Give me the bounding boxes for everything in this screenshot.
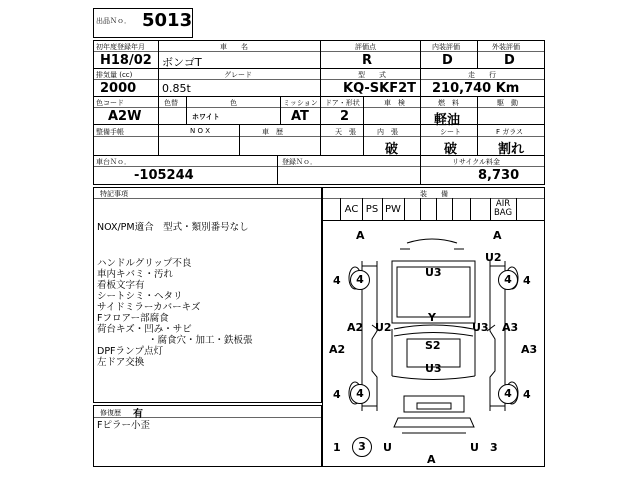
mark-a3-right: A3 xyxy=(502,321,519,334)
mark-u3-top: U3 xyxy=(425,266,442,279)
label-exterior-score: 外装評価 xyxy=(492,43,520,51)
remark-line: 車内キバミ・汚れ xyxy=(97,269,174,280)
mark-y: Y xyxy=(428,311,436,324)
value-repair: 有 xyxy=(133,409,143,420)
mark-a2-left: A2 xyxy=(347,321,364,334)
remark-line: Fフロアー部腐食 xyxy=(97,313,169,324)
label-registration: 登録Ｎｏ． xyxy=(282,158,317,166)
value-color-code: A2W xyxy=(108,109,142,124)
value-recycle: 8,730 xyxy=(478,168,520,183)
label-chassis: 車台Ｎｏ． xyxy=(96,158,131,166)
label-year: 初年度登録年月 xyxy=(96,43,145,51)
label-sunroof: 天 張 xyxy=(335,128,356,136)
mark-a3-right2: A3 xyxy=(521,343,538,356)
repair-box xyxy=(93,405,322,467)
mark-3-right: 3 xyxy=(490,441,498,454)
label-color: 色 xyxy=(230,99,237,107)
value-score: R xyxy=(362,53,373,68)
remark-line: ・腐食穴・加工・鉄板張 xyxy=(148,335,253,346)
value-year: H18/02 xyxy=(100,53,152,68)
value-chassis: -105244 xyxy=(134,168,194,183)
label-maintenance: 整備手帳 xyxy=(96,128,124,136)
value-fuel: 軽油 xyxy=(434,113,461,128)
value-color: ホワイト xyxy=(192,113,220,121)
label-doors: ドア・形状 xyxy=(325,99,360,107)
lot-number: 5013 xyxy=(142,10,193,31)
value-seat: 破 xyxy=(444,142,458,157)
mark-4: 4 xyxy=(523,388,531,401)
mark-u-left: U xyxy=(383,441,392,454)
lot-label: 出品Ｎｏ． xyxy=(96,17,131,25)
mark-a-top: A xyxy=(356,229,365,242)
value-interior-score: D xyxy=(442,53,453,68)
repair-note: Fピラー小歪 xyxy=(97,420,150,431)
label-inspection: 車 検 xyxy=(384,99,405,107)
equip-ac: AC xyxy=(344,204,359,215)
value-car-name: ボンゴT xyxy=(162,56,202,69)
value-transmission: AT xyxy=(291,109,309,124)
mark-u3-bottom: U3 xyxy=(425,362,442,375)
remark-line: 荷台キズ・凹み・サビ xyxy=(97,324,192,335)
remark-line: DPFランプ点灯 xyxy=(97,346,164,357)
label-color-type: 色替 xyxy=(164,99,178,107)
mark-u2-top: U2 xyxy=(485,251,502,264)
value-doors: 2 xyxy=(340,109,350,124)
equip-ps: PS xyxy=(365,204,379,215)
mark-1: 1 xyxy=(333,441,341,454)
label-car-name: 車 名 xyxy=(220,43,248,51)
mark-4: 4 xyxy=(333,388,341,401)
remark-line: シートシミ・ヘタリ xyxy=(97,291,183,302)
label-displacement: 排気量 (cc) xyxy=(96,71,133,79)
remark-line: 看板文字有 xyxy=(97,280,145,291)
label-fuel: 燃 料 xyxy=(438,99,459,107)
value-exterior-score: D xyxy=(504,53,515,68)
label-drive: 駆 動 xyxy=(497,99,518,107)
value-displacement: 2000 xyxy=(100,81,137,96)
value-glass: 割れ xyxy=(498,142,525,157)
label-interior: 内 張 xyxy=(377,128,398,136)
label-color-code: 色コード xyxy=(96,99,124,107)
mark-4: 4 xyxy=(350,384,370,404)
label-equipment: 装 備 xyxy=(420,190,448,198)
mark-4: 4 xyxy=(523,274,531,287)
mark-a2-left2: A2 xyxy=(329,343,346,356)
mark-u3-right: U3 xyxy=(472,321,489,334)
label-mileage: 走 行 xyxy=(468,71,496,79)
label-glass: F ガラス xyxy=(496,128,524,136)
value-grade: 0.85t xyxy=(162,82,191,95)
value-interior: 破 xyxy=(385,142,399,157)
value-mileage: 210,740 Km xyxy=(432,81,520,96)
mark-3: 3 xyxy=(352,437,372,457)
label-recycle: リサイクル料金 xyxy=(452,158,501,166)
remark-line: ハンドルグリップ不良 xyxy=(97,258,192,269)
equip-airbag: AIR BAG xyxy=(493,199,513,218)
mark-a-top-right: A xyxy=(493,229,502,242)
label-interior-score: 内装評価 xyxy=(432,43,460,51)
label-remarks: 特記事項 xyxy=(100,190,128,198)
remark-line: サイドミラーカバーキズ xyxy=(97,302,201,313)
mark-4: 4 xyxy=(333,274,341,287)
mark-4: 4 xyxy=(350,270,370,290)
mark-s2: S2 xyxy=(425,339,441,352)
mark-4: 4 xyxy=(498,270,518,290)
mark-u-right: U xyxy=(470,441,479,454)
label-repair: 修復歴 xyxy=(100,409,121,417)
mark-u2-left: U2 xyxy=(375,321,392,334)
remark-line: 左ドア交換 xyxy=(97,357,145,368)
label-nox: N O X xyxy=(190,127,210,135)
label-transmission: ミッション xyxy=(283,99,318,107)
remark-line: NOX/PM適合 型式・類別番号なし xyxy=(97,222,249,233)
value-model: KQ-SKF2T xyxy=(343,81,416,96)
label-history: 車 歴 xyxy=(262,128,283,136)
label-score: 評価点 xyxy=(355,43,376,51)
label-seat: シート xyxy=(440,128,461,136)
mark-a-bottom: A xyxy=(427,453,436,466)
label-model: 型 式 xyxy=(358,71,386,79)
label-grade: グレード xyxy=(224,71,252,79)
equip-pw: PW xyxy=(385,204,401,215)
mark-4: 4 xyxy=(498,384,518,404)
